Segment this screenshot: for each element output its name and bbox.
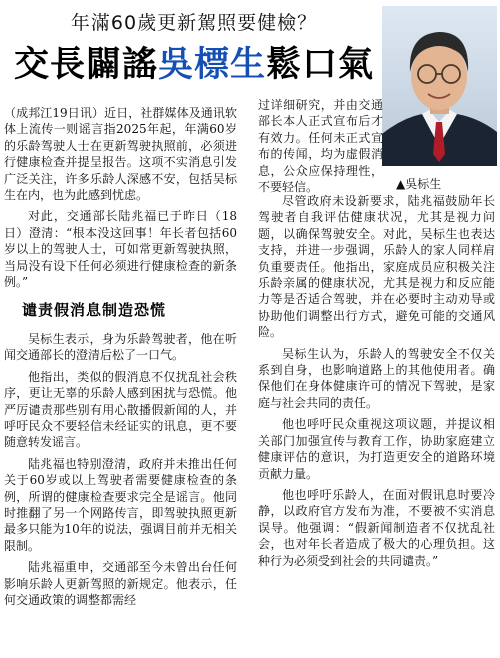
article-paragraph: 对此，交通部长陆兆福已于昨日（18日）澄清：“根本没这回事！年长者包括60岁以上的驾驶人士，可如常更新驾驶执照，当局没有设下任何必须进行健康检查的新条例。” xyxy=(4,209,237,290)
article-paragraph: 尽管政府未设新要求，陆兆福鼓励年长驾驶者自我评估健康状况，尤其是视力问题，以确保驾驶安全。对此，吴标生也表达支持，并进一步强调，乐龄人的家人同样肩负重要责任。他指出，家庭成员应积极关注乐龄亲属的健康状况，尤其是视力和反应能力等是否适合驾驶，并在必要时主动劝导或协助他们调整出行方式，避免可能的交通风险。 xyxy=(258,194,495,340)
main-headline-name: 吳標生 xyxy=(157,45,266,85)
article-paragraph: 他也呼吁民众重视这项议题，并提议相关部门加强宣传与教育工作，协助家庭建立健康评估的意识，为打造更安全的道路环境贡献力量。 xyxy=(258,417,495,481)
portrait-photo xyxy=(382,6,497,166)
main-headline xyxy=(0,37,388,87)
article-column-1 xyxy=(4,105,237,613)
article-paragraph: 过详细研究，并由交通部长本人正式宣布后才有效力。任何未正式宣布的传闻，均为虚假消息，公众应保持理性，不要轻信。 xyxy=(258,98,383,195)
main-headline-prefix: 交長闢謠 xyxy=(13,45,158,85)
sub-headline: 年滿60歲更新駕照要健檢？ xyxy=(70,12,318,34)
main-headline-suffix: 鬆口氣 xyxy=(266,45,375,85)
article-paragraph: （成邦江19日讯）近日，社群媒体及通讯软体上流传一则谣言指2025年起，年满60岁的乐龄驾驶人士在更新驾驶执照前，必须进行健康检查并提呈报告。这项不实消息引发广泛关注，许多乐龄人深感不安，包括吴标生在内，也为此感到忧虑。 xyxy=(4,106,237,203)
article-paragraph: 陆兆福重申，交通部至今未曾出台任何影响乐龄人更新驾照的新规定。他表示，任何交通政策的调整都需经 xyxy=(4,560,237,607)
headline-block xyxy=(0,0,388,87)
article-paragraph: 陆兆福也特别澄清，政府并未推出任何关于60岁或以上驾驶者需要健康检查的条例，所谓的健康检查要求完全是谣言。他同时推翻了另一个网路传言，即驾驶执照更新最多只能为10年的说法，强调目前并无相关限制。 xyxy=(4,456,237,553)
article-paragraph: 吴标生表示，身为乐龄驾驶者，他在听闻交通部长的澄清后松了一口气。 xyxy=(4,331,237,363)
article-paragraph: 吴标生认为，乐龄人的驾驶安全不仅关系到自身，也影响道路上的其他使用者。确保他们在身体健康许可的情况下驾驶，是家庭与社会共同的责任。 xyxy=(258,346,495,410)
article-paragraph: 他也呼吁乐龄人，在面对假讯息时要冷静，以政府官方发布为准，不要被不实消息误导。他强调：“假新闻制造者不仅扰乱社会，也对年长者造成了极大的心理负担。这种行为必须受到社会的共同谴责。” xyxy=(258,487,495,568)
article-paragraph: 他指出，类似的假消息不仅扰乱社会秩序，更让无辜的乐龄人感到困扰与恐慌。他严厉谴责那些别有用心散播假新闻的人，并呼吁民众不要轻信未经证实的讯息，更不要随意转发谣言。 xyxy=(4,369,237,450)
article-column-3 xyxy=(258,193,495,574)
photo-caption: ▲吳标生 xyxy=(396,177,442,191)
article-column-2 xyxy=(258,97,383,200)
section-heading: 谴责假消息制造恐慌 xyxy=(22,301,167,320)
